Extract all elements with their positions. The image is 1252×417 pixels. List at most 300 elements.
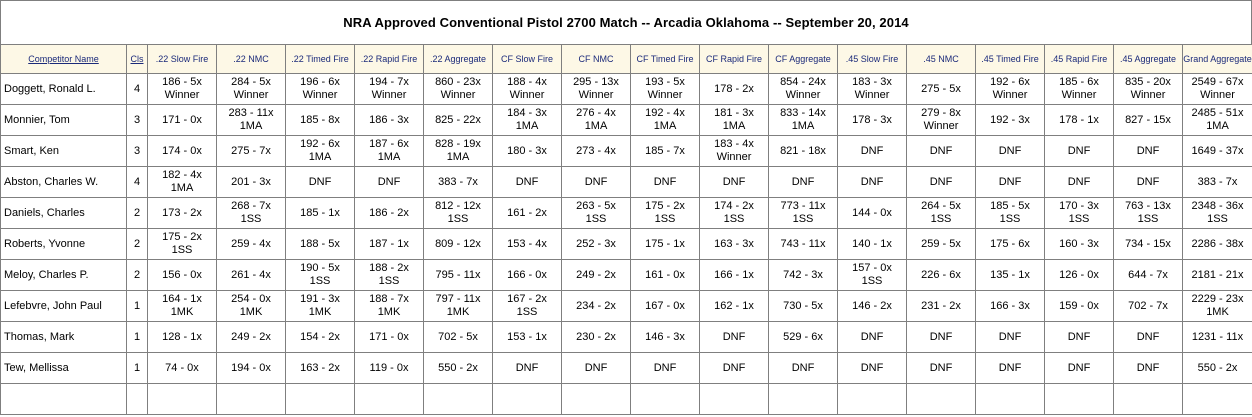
score-value: 295 - 13x xyxy=(573,76,619,88)
score-value: DNF xyxy=(515,361,539,374)
score-cell xyxy=(976,167,1045,198)
competitor-class: 1 xyxy=(127,353,148,384)
score-cell xyxy=(286,74,355,105)
score-value: 259 - 5x xyxy=(921,237,961,250)
score-value: 173 - 2x xyxy=(162,206,202,219)
score-value: 283 - 11x xyxy=(228,107,274,119)
score-cell xyxy=(769,74,838,105)
score-cell xyxy=(1045,229,1114,260)
award-label: 1MK xyxy=(446,306,470,318)
score-cell xyxy=(1045,353,1114,384)
score-cell xyxy=(838,229,907,260)
column-header-4 xyxy=(286,45,355,74)
column-header-14 xyxy=(976,45,1045,74)
score-cell xyxy=(976,322,1045,353)
score-value: DNF xyxy=(1136,330,1160,343)
competitor-name: Roberts, Yvonne xyxy=(1,229,127,260)
score-value: 192 - 4x xyxy=(645,107,685,119)
score-cell xyxy=(355,74,424,105)
score-value: 2229 - 23x xyxy=(1191,293,1244,305)
score-value: 192 - 6x xyxy=(300,138,340,150)
score-cell xyxy=(148,291,217,322)
table-row xyxy=(1,353,1252,384)
award-label: Winner xyxy=(578,89,614,101)
score-value: 174 - 2x xyxy=(714,200,754,212)
score-value: 1231 - 11x xyxy=(1191,330,1244,343)
score-cell xyxy=(424,105,493,136)
score-cell xyxy=(424,353,493,384)
score-value: 192 - 3x xyxy=(990,113,1030,126)
score-cell xyxy=(286,167,355,198)
score-value: 166 - 0x xyxy=(507,268,547,281)
score-value: 186 - 5x xyxy=(162,76,202,88)
score-value: 254 - 0x xyxy=(231,293,271,305)
score-value: 273 - 4x xyxy=(576,144,616,157)
score-value: 821 - 18x xyxy=(780,144,826,157)
competitor-class: 1 xyxy=(127,291,148,322)
score-cell xyxy=(976,136,1045,167)
column-header-8 xyxy=(562,45,631,74)
score-cell xyxy=(907,229,976,260)
empty-cell xyxy=(769,384,838,415)
score-value: 153 - 4x xyxy=(507,237,547,250)
score-value: 166 - 3x xyxy=(990,299,1030,312)
score-cell xyxy=(355,229,424,260)
score-value: 180 - 3x xyxy=(507,144,547,157)
award-label: 1MA xyxy=(791,120,815,132)
score-cell xyxy=(907,198,976,229)
score-cell xyxy=(631,291,700,322)
score-cell xyxy=(493,167,562,198)
score-cell xyxy=(1114,353,1183,384)
column-header-5 xyxy=(355,45,424,74)
score-value: 2348 - 36x xyxy=(1191,200,1244,212)
score-value: 74 - 0x xyxy=(165,361,199,374)
score-cell xyxy=(907,74,976,105)
score-cell xyxy=(217,74,286,105)
score-value: 188 - 5x xyxy=(300,237,340,250)
competitor-class: 2 xyxy=(127,229,148,260)
score-value: 175 - 6x xyxy=(990,237,1030,250)
score-value: DNF xyxy=(1067,330,1091,343)
score-cell xyxy=(148,105,217,136)
column-header-label: .22 Timed Fire xyxy=(291,53,349,64)
empty-cell xyxy=(493,384,562,415)
score-value: DNF xyxy=(929,144,953,157)
score-value: 383 - 7x xyxy=(1197,175,1238,188)
score-cell xyxy=(976,198,1045,229)
award-label: 1SS xyxy=(171,244,193,256)
award-label: 1SS xyxy=(516,306,538,318)
award-label: Winner xyxy=(302,89,338,101)
score-value: 854 - 24x xyxy=(780,76,826,88)
empty-cell xyxy=(562,384,631,415)
score-value: 140 - 1x xyxy=(852,237,892,250)
score-value: 644 - 7x xyxy=(1128,268,1168,281)
score-cell xyxy=(700,260,769,291)
award-label: 1SS xyxy=(654,213,676,225)
score-cell xyxy=(1183,198,1252,229)
score-value: 249 - 2x xyxy=(576,268,616,281)
score-cell xyxy=(631,229,700,260)
header-row xyxy=(1,45,1252,74)
score-cell xyxy=(769,260,838,291)
score-cell xyxy=(700,105,769,136)
score-cell xyxy=(976,229,1045,260)
competitor-name: Doggett, Ronald L. xyxy=(1,74,127,105)
score-cell xyxy=(1114,291,1183,322)
table-row xyxy=(1,136,1252,167)
award-label: 1MA xyxy=(308,151,332,163)
score-cell xyxy=(769,198,838,229)
score-value: DNF xyxy=(377,175,401,188)
score-cell xyxy=(1183,167,1252,198)
score-cell xyxy=(976,105,1045,136)
score-value: 812 - 12x xyxy=(435,200,481,212)
score-value: 702 - 5x xyxy=(438,330,478,343)
score-cell xyxy=(562,74,631,105)
score-value: DNF xyxy=(1067,361,1091,374)
score-value: 194 - 0x xyxy=(231,361,271,374)
score-value: 2549 - 67x xyxy=(1191,76,1244,88)
score-cell xyxy=(355,291,424,322)
award-label: Winner xyxy=(647,89,683,101)
score-cell xyxy=(1114,105,1183,136)
score-cell xyxy=(148,198,217,229)
score-value: 163 - 3x xyxy=(714,237,754,250)
score-value: 182 - 4x xyxy=(162,169,202,181)
score-cell xyxy=(1114,322,1183,353)
score-value: 126 - 0x xyxy=(1059,268,1099,281)
score-cell xyxy=(769,136,838,167)
score-value: 828 - 19x xyxy=(435,138,481,150)
score-cell xyxy=(355,167,424,198)
title-bar xyxy=(0,0,1252,44)
score-cell xyxy=(1114,198,1183,229)
score-value: 175 - 2x xyxy=(645,200,685,212)
score-cell xyxy=(217,136,286,167)
score-value: 175 - 1x xyxy=(645,237,685,250)
score-cell xyxy=(217,260,286,291)
competitor-name: Daniels, Charles xyxy=(1,198,127,229)
score-cell xyxy=(562,198,631,229)
score-cell xyxy=(286,291,355,322)
empty-cell xyxy=(355,384,424,415)
score-value: 231 - 2x xyxy=(921,299,961,312)
score-value: 178 - 3x xyxy=(852,113,892,126)
score-cell xyxy=(976,260,1045,291)
score-value: 154 - 2x xyxy=(300,330,340,343)
score-value: 196 - 6x xyxy=(300,76,340,88)
award-label: Winner xyxy=(785,89,821,101)
score-value: DNF xyxy=(998,144,1022,157)
column-header-label: .22 Slow Fire xyxy=(155,53,209,64)
score-cell xyxy=(286,136,355,167)
column-header-15 xyxy=(1045,45,1114,74)
score-cell xyxy=(148,167,217,198)
table-row xyxy=(1,105,1252,136)
score-value: 763 - 13x xyxy=(1125,200,1171,212)
score-value: 185 - 1x xyxy=(300,206,340,219)
competitor-name: Lefebvre, John Paul xyxy=(1,291,127,322)
score-cell xyxy=(631,105,700,136)
score-cell xyxy=(1183,353,1252,384)
score-value: 191 - 3x xyxy=(300,293,340,305)
score-value: 226 - 6x xyxy=(921,268,961,281)
score-value: 186 - 2x xyxy=(369,206,409,219)
award-label: 1MA xyxy=(722,120,746,132)
column-header-label: Grand Aggregate xyxy=(1183,53,1252,64)
score-value: 153 - 1x xyxy=(507,330,547,343)
column-header-label: .45 Timed Fire xyxy=(981,53,1039,64)
sort-link-0[interactable]: Competitor Name xyxy=(28,53,99,64)
score-cell xyxy=(1183,136,1252,167)
score-value: 835 - 20x xyxy=(1125,76,1171,88)
award-label: 1MK xyxy=(308,306,332,318)
score-value: 183 - 4x xyxy=(714,138,754,150)
score-value: 187 - 6x xyxy=(369,138,409,150)
score-value: DNF xyxy=(308,175,332,188)
empty-cell xyxy=(217,384,286,415)
score-cell xyxy=(838,353,907,384)
column-header-1[interactable] xyxy=(127,45,148,74)
score-value: 529 - 6x xyxy=(783,330,823,343)
award-label: 1SS xyxy=(309,275,331,287)
column-header-6 xyxy=(424,45,493,74)
score-cell xyxy=(700,353,769,384)
score-value: DNF xyxy=(860,175,884,188)
score-cell xyxy=(838,136,907,167)
score-value: 827 - 15x xyxy=(1125,113,1171,126)
score-cell xyxy=(1114,260,1183,291)
score-cell xyxy=(976,291,1045,322)
score-value: 383 - 7x xyxy=(438,175,478,188)
score-value: 146 - 2x xyxy=(852,299,892,312)
award-label: 1SS xyxy=(999,213,1021,225)
score-cell xyxy=(424,229,493,260)
score-value: 809 - 12x xyxy=(435,237,481,250)
score-cell xyxy=(493,322,562,353)
award-label: 1MA xyxy=(653,120,677,132)
score-value: 157 - 0x xyxy=(852,262,892,274)
score-cell xyxy=(286,322,355,353)
column-header-2 xyxy=(148,45,217,74)
score-value: 188 - 7x xyxy=(369,293,409,305)
score-value: 188 - 4x xyxy=(507,76,547,88)
award-label: Winner xyxy=(923,120,959,132)
column-header-label: .22 Aggregate xyxy=(429,53,487,64)
competitor-name: Abston, Charles W. xyxy=(1,167,127,198)
column-header-7 xyxy=(493,45,562,74)
score-cell xyxy=(562,105,631,136)
empty-cell xyxy=(1183,384,1252,415)
empty-cell xyxy=(1,384,127,415)
score-cell xyxy=(1045,136,1114,167)
score-cell xyxy=(1045,322,1114,353)
score-cell xyxy=(148,136,217,167)
score-cell xyxy=(493,198,562,229)
score-cell xyxy=(631,136,700,167)
award-label: 1MK xyxy=(377,306,401,318)
score-value: 264 - 5x xyxy=(921,200,961,212)
score-cell xyxy=(217,353,286,384)
score-cell xyxy=(1045,291,1114,322)
column-header-17 xyxy=(1183,45,1252,74)
empty-cell xyxy=(700,384,769,415)
score-value: 284 - 5x xyxy=(231,76,271,88)
score-value: 1649 - 37x xyxy=(1191,144,1244,157)
score-cell xyxy=(700,136,769,167)
score-value: 170 - 3x xyxy=(1059,200,1099,212)
score-cell xyxy=(493,353,562,384)
column-header-12 xyxy=(838,45,907,74)
score-cell xyxy=(838,322,907,353)
empty-cell xyxy=(424,384,493,415)
score-cell xyxy=(769,322,838,353)
award-label: 1MA xyxy=(515,120,539,132)
score-value: 186 - 3x xyxy=(369,113,409,126)
score-cell xyxy=(217,322,286,353)
column-header-16 xyxy=(1114,45,1183,74)
award-label: 1MA xyxy=(584,120,608,132)
score-cell xyxy=(355,198,424,229)
score-value: 171 - 0x xyxy=(162,113,202,126)
score-value: 734 - 15x xyxy=(1125,237,1171,250)
score-cell xyxy=(838,198,907,229)
score-value: 167 - 2x xyxy=(507,293,547,305)
score-cell xyxy=(148,74,217,105)
score-value: 268 - 7x xyxy=(231,200,271,212)
score-value: 193 - 5x xyxy=(645,76,685,88)
score-cell xyxy=(217,105,286,136)
score-cell xyxy=(355,322,424,353)
score-cell xyxy=(562,353,631,384)
score-cell xyxy=(355,136,424,167)
score-cell xyxy=(355,105,424,136)
column-header-0[interactable] xyxy=(1,45,127,74)
score-value: DNF xyxy=(929,361,953,374)
score-cell xyxy=(1045,74,1114,105)
table-row xyxy=(1,198,1252,229)
score-value: 743 - 11x xyxy=(780,237,826,250)
score-value: 185 - 5x xyxy=(990,200,1030,212)
award-label: 1SS xyxy=(792,213,814,225)
score-cell xyxy=(562,229,631,260)
competitor-class: 3 xyxy=(127,136,148,167)
column-header-9 xyxy=(631,45,700,74)
column-header-3 xyxy=(217,45,286,74)
score-value: DNF xyxy=(1136,144,1160,157)
score-cell xyxy=(148,260,217,291)
score-cell xyxy=(769,291,838,322)
table-row xyxy=(1,229,1252,260)
score-value: DNF xyxy=(1067,175,1091,188)
award-label: 1MK xyxy=(1206,306,1229,318)
score-value: DNF xyxy=(584,175,608,188)
score-value: 550 - 2x xyxy=(1197,361,1238,374)
sort-link-1[interactable]: Cls xyxy=(130,53,144,64)
table-body xyxy=(1,74,1252,415)
score-cell xyxy=(1183,260,1252,291)
score-cell xyxy=(1114,74,1183,105)
competitor-name: Tew, Mellissa xyxy=(1,353,127,384)
column-header-10 xyxy=(700,45,769,74)
competitor-name: Monnier, Tom xyxy=(1,105,127,136)
score-cell xyxy=(493,260,562,291)
award-label: 1MK xyxy=(239,306,263,318)
award-label: 1SS xyxy=(1068,213,1090,225)
score-value: DNF xyxy=(722,361,746,374)
score-value: 181 - 3x xyxy=(714,107,754,119)
score-cell xyxy=(217,198,286,229)
award-label: 1SS xyxy=(585,213,607,225)
score-value: 833 - 14x xyxy=(780,107,826,119)
score-value: 156 - 0x xyxy=(162,268,202,281)
score-cell xyxy=(631,198,700,229)
award-label: 1SS xyxy=(447,213,469,225)
score-cell xyxy=(493,74,562,105)
empty-row xyxy=(1,384,1252,415)
score-value: 825 - 22x xyxy=(435,113,481,126)
score-cell xyxy=(700,291,769,322)
score-cell xyxy=(907,291,976,322)
score-cell xyxy=(562,136,631,167)
score-value: 188 - 2x xyxy=(369,262,409,274)
score-cell xyxy=(217,167,286,198)
score-value: 160 - 3x xyxy=(1059,237,1099,250)
competitor-class: 2 xyxy=(127,198,148,229)
score-cell xyxy=(355,260,424,291)
score-value: DNF xyxy=(1136,361,1160,374)
score-cell xyxy=(1114,167,1183,198)
score-cell xyxy=(355,353,424,384)
award-label: Winner xyxy=(233,89,269,101)
score-value: 249 - 2x xyxy=(231,330,271,343)
score-value: 174 - 0x xyxy=(162,144,202,157)
score-cell xyxy=(562,260,631,291)
award-label: Winner xyxy=(1130,89,1166,101)
score-value: DNF xyxy=(1136,175,1160,188)
score-value: 2286 - 38x xyxy=(1191,237,1244,250)
score-cell xyxy=(493,136,562,167)
column-header-label: .45 Aggregate xyxy=(1119,53,1177,64)
score-cell xyxy=(493,105,562,136)
score-cell xyxy=(1183,291,1252,322)
score-cell xyxy=(1045,260,1114,291)
score-cell xyxy=(700,167,769,198)
score-cell xyxy=(631,353,700,384)
page-title: NRA Approved Conventional Pistol 2700 Match -- Arcadia Oklahoma -- September 20, 2014 xyxy=(343,15,909,30)
award-label: Winner xyxy=(164,89,200,101)
score-cell xyxy=(1045,198,1114,229)
score-value: 144 - 0x xyxy=(852,206,892,219)
empty-cell xyxy=(838,384,907,415)
score-cell xyxy=(700,229,769,260)
award-label: 1SS xyxy=(378,275,400,287)
score-value: DNF xyxy=(860,144,884,157)
score-value: 175 - 2x xyxy=(162,231,202,243)
score-value: DNF xyxy=(722,175,746,188)
score-cell xyxy=(907,167,976,198)
score-value: 275 - 7x xyxy=(231,144,271,157)
award-label: Winner xyxy=(509,89,545,101)
table-row xyxy=(1,167,1252,198)
score-value: 166 - 1x xyxy=(714,268,754,281)
score-cell xyxy=(493,291,562,322)
score-value: DNF xyxy=(584,361,608,374)
score-value: 178 - 2x xyxy=(714,82,754,95)
score-cell xyxy=(838,74,907,105)
